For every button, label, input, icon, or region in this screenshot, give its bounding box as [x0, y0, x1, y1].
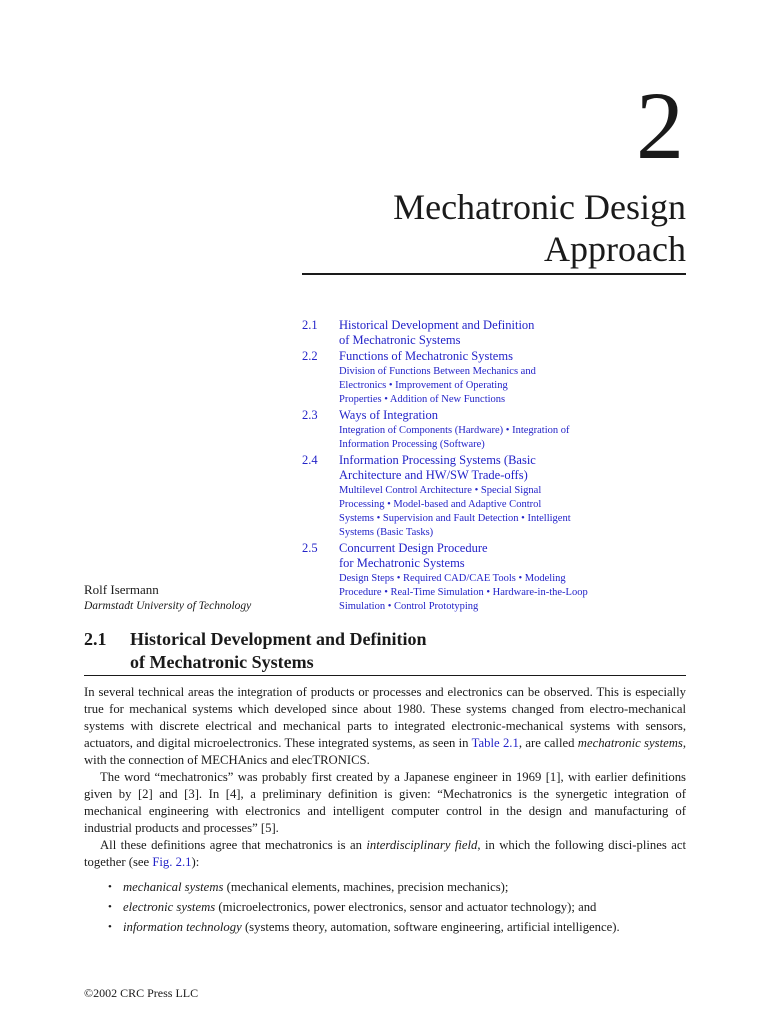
author-block: [84, 581, 251, 614]
toc-entry-title[interactable]: of Mechatronic Systems: [339, 333, 461, 347]
paragraph-3: All these definitions agree that mechatronics is an interdisciplinary field, in which the following disci-plines act together (see Fig. 2.1):: [84, 838, 686, 869]
bullet-icon: •: [108, 881, 112, 893]
fig-2-1-link[interactable]: Fig. 2.1: [152, 855, 192, 869]
table-2-1-link[interactable]: Table 2.1: [471, 736, 519, 750]
table-of-contents: [302, 318, 686, 615]
toc-entry-subtopics: Systems (Basic Tasks): [339, 527, 434, 538]
toc-entry-number[interactable]: 2.1: [302, 318, 318, 332]
list-item-term: mechanical systems: [123, 880, 224, 894]
toc-entry[interactable]: [302, 408, 686, 452]
paragraph-2: The word “mechatronics” was probably first created by a Japanese engineer in 1969 [1], with earlier definitions given by [2] and [3]. In [4], a preliminary definition is given: “Mechatronics is the synergetic integration of mechanical engineering with electronics and intelligent computer control in the design and manufacturing of industrial products and processes” [5].: [84, 770, 686, 835]
toc-entry-subtopics: Design Steps • Required CAD/CAE Tools • Modeling: [339, 573, 566, 584]
chapter-title-line2: Approach: [544, 229, 686, 269]
list-item: [108, 919, 686, 936]
toc-entry-title[interactable]: Information Processing Systems (Basic: [339, 453, 536, 467]
toc-entry-subtopics: Simulation • Control Prototyping: [339, 601, 479, 612]
toc-entry-title[interactable]: Architecture and HW/SW Trade-offs): [339, 468, 528, 482]
toc-entry-subtopics: Systems • Supervision and Fault Detection • Intelligent: [339, 513, 571, 524]
toc-entry-subtopics: Integration of Components (Hardware) • Integration of: [339, 425, 570, 436]
list-item-description: (mechanical elements, machines, precision mechanics);: [223, 880, 509, 894]
toc-entry-number[interactable]: 2.4: [302, 453, 318, 467]
list-item-term: information technology: [123, 920, 242, 934]
discipline-list: [84, 879, 686, 936]
section-title-line1: Historical Development and Definition: [130, 629, 427, 649]
bullet-icon: •: [108, 901, 112, 913]
chapter-title: [393, 186, 686, 270]
chapter-number: 2: [636, 72, 684, 179]
author-affiliation: Darmstadt University of Technology: [84, 600, 252, 612]
list-item-description: (microelectronics, power electronics, sensor and actuator technology); and: [215, 900, 597, 914]
toc-entry-title[interactable]: Historical Development and Definition: [339, 318, 535, 332]
title-rule: [302, 273, 686, 275]
list-item-term: electronic systems: [123, 900, 216, 914]
bullet-icon: •: [108, 921, 112, 933]
list-item: [108, 899, 686, 916]
list-item: [108, 879, 686, 896]
toc-entry-title[interactable]: Ways of Integration: [339, 408, 438, 422]
toc-entry-subtopics: Information Processing (Software): [339, 439, 485, 450]
section-heading: [84, 628, 426, 674]
toc-entry-title[interactable]: Concurrent Design Procedure: [339, 541, 488, 555]
chapter-title-line1: Mechatronic Design: [393, 187, 686, 227]
body-text: [84, 684, 686, 939]
toc-entry-subtopics: Procedure • Real-Time Simulation • Hardware-in-the-Loop: [339, 587, 588, 598]
copyright: ©2002 CRC Press LLC: [84, 986, 199, 1000]
toc-entry[interactable]: [302, 541, 686, 614]
toc-entry-subtopics: Properties • Addition of New Functions: [339, 394, 506, 405]
toc-entry-number[interactable]: 2.3: [302, 408, 318, 422]
section-title-line2: of Mechatronic Systems: [130, 652, 314, 672]
toc-entry[interactable]: [302, 349, 686, 407]
toc-entry[interactable]: [302, 453, 686, 540]
section-number: 2.1: [84, 629, 107, 649]
paragraph-1: In several technical areas the integration of products or processes and electronics can be observed. This is especially true for mechanical systems which developed since about 1980. These systems changed from electro-mechanical systems with discrete electrical and mechanical parts to integrated electronic-mechanical systems with sensors, actuators, and digital microelectronics. These integrated systems, as seen in Table 2.1, are called mechatronic systems, with the connection of MECHAnics and elecTRONICS.: [84, 685, 686, 767]
author-name: Rolf Isermann: [84, 582, 159, 597]
toc-entry-number[interactable]: 2.2: [302, 349, 318, 363]
toc-entry-number[interactable]: 2.5: [302, 541, 318, 555]
toc-entry-title[interactable]: Functions of Mechatronic Systems: [339, 349, 513, 363]
toc-entry-subtopics: Processing • Model-based and Adaptive Control: [339, 499, 542, 510]
toc-entry[interactable]: [302, 318, 686, 348]
toc-entry-title[interactable]: for Mechatronic Systems: [339, 556, 465, 570]
toc-entry-subtopics: Division of Functions Between Mechanics and: [339, 366, 536, 377]
toc-entry-subtopics: Multilevel Control Architecture • Special Signal: [339, 485, 542, 496]
section-rule: [84, 675, 686, 676]
list-item-description: (systems theory, automation, software engineering, artificial intelligence).: [241, 920, 620, 934]
toc-entry-subtopics: Electronics • Improvement of Operating: [339, 380, 508, 391]
